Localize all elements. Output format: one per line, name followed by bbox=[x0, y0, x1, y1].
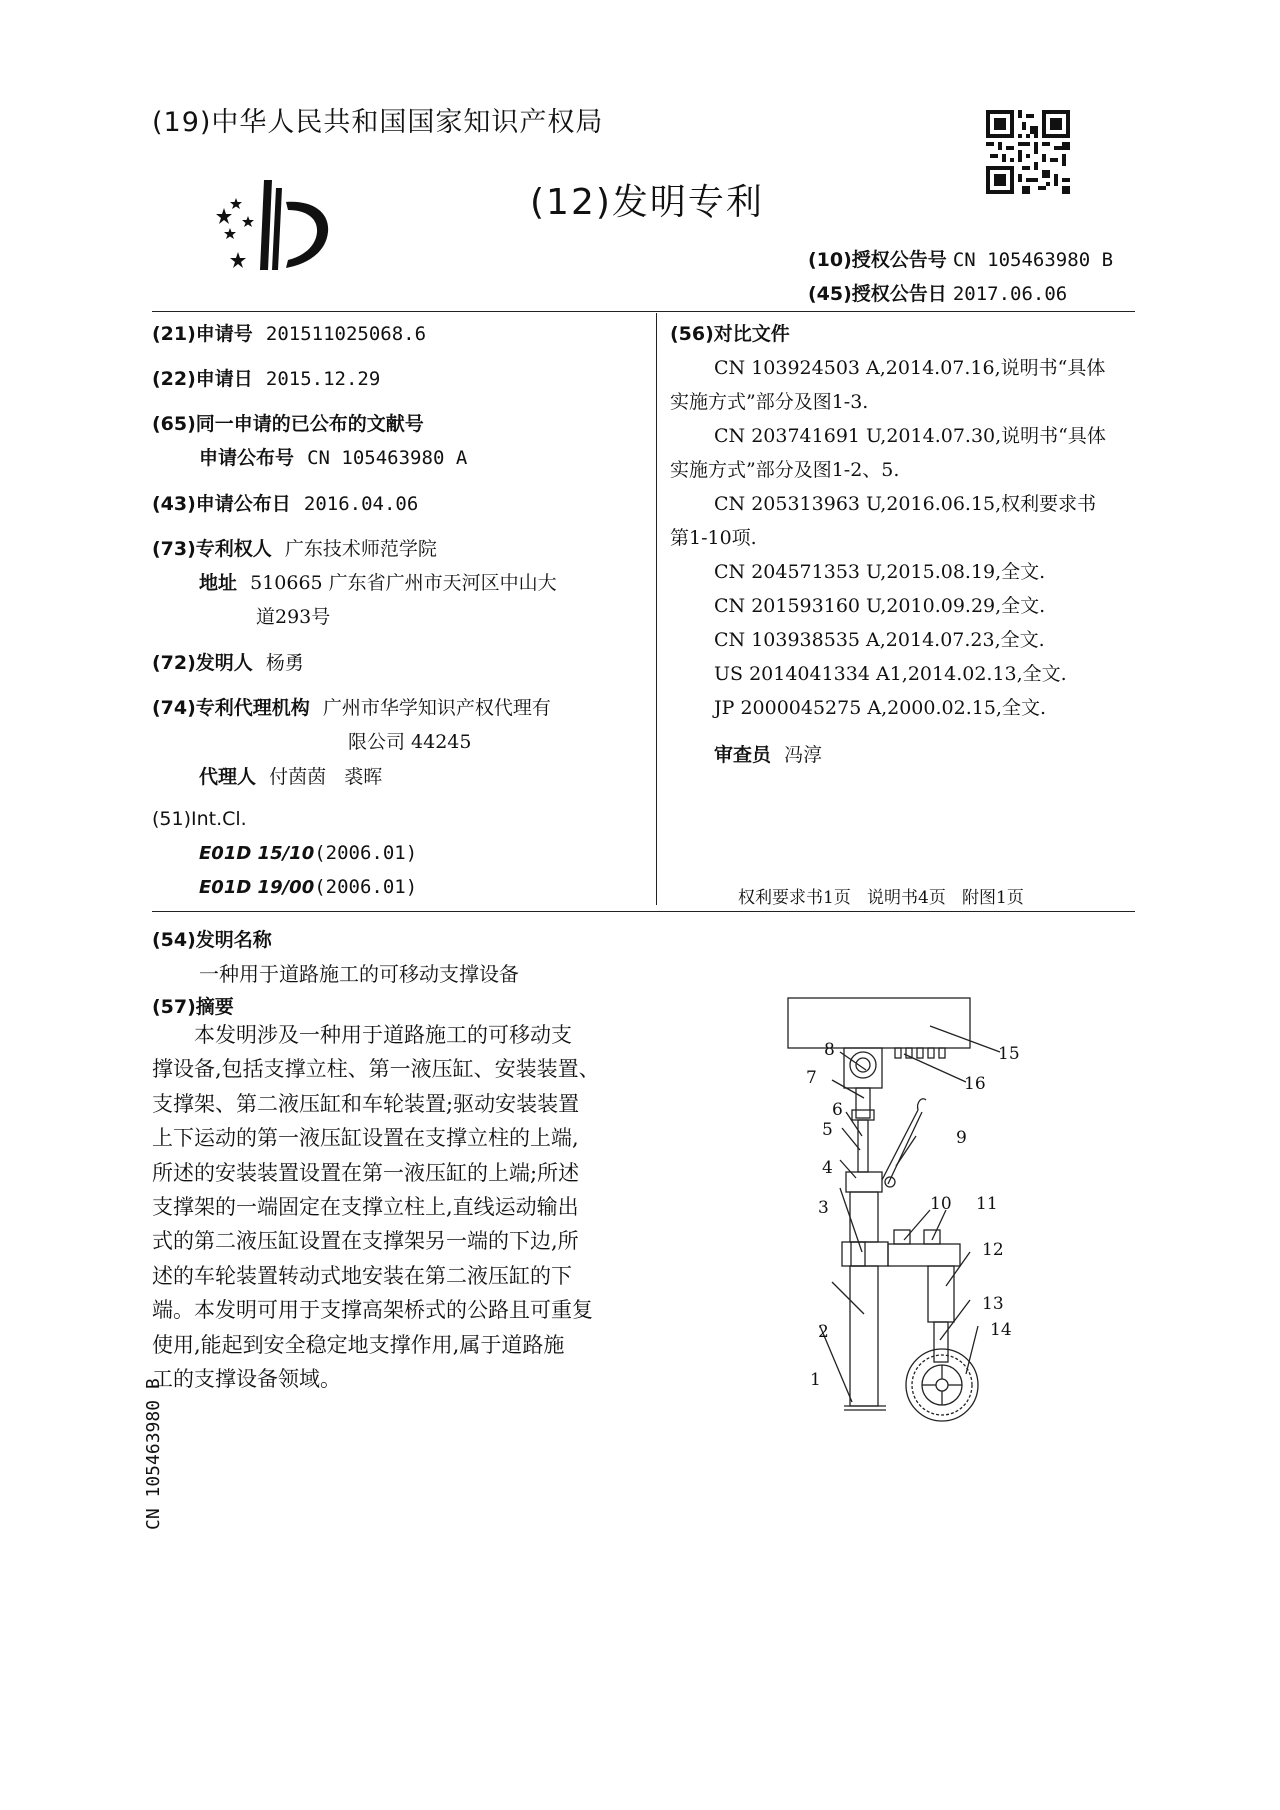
column-divider bbox=[656, 313, 657, 905]
reference-line: CN 204571353 U,2015.08.19,全文. bbox=[714, 561, 1046, 583]
figure-label: 1 bbox=[810, 1370, 821, 1390]
invention-title: 一种用于道路施工的可移动支撑设备 bbox=[199, 962, 519, 986]
reference-line: JP 2000045275 A,2000.02.15,全文. bbox=[714, 697, 1046, 719]
figure-label: 15 bbox=[998, 1044, 1020, 1064]
examiner: 冯淳 bbox=[784, 744, 823, 766]
reference-line: CN 201593160 U,2010.09.29,全文. bbox=[714, 595, 1046, 617]
figure-label: 13 bbox=[982, 1294, 1004, 1314]
reference-line: CN 205313963 U,2016.06.15,权利要求书 bbox=[714, 493, 1097, 515]
ipc-1-code: E01D 15/10 bbox=[199, 843, 315, 864]
reference-line: US 2014041334 A1,2014.02.13,全文. bbox=[714, 663, 1067, 685]
figure-label: 4 bbox=[822, 1158, 833, 1178]
app-date: 2015.12.29 bbox=[265, 368, 381, 390]
figure-label: 14 bbox=[990, 1320, 1012, 1340]
figure-label: 12 bbox=[982, 1240, 1004, 1260]
abstract-line: 使用,能起到安全稳定地支撑作用,属于道路施 bbox=[152, 1332, 565, 1357]
grant-date-label: (45)授权公告日 bbox=[808, 283, 947, 305]
abstract-line: 上下运动的第一液压缸设置在支撑立柱的上端, bbox=[152, 1126, 579, 1151]
title-label: (54)发明名称 bbox=[152, 929, 272, 951]
figure-label: 2 bbox=[818, 1322, 829, 1342]
agent-label: 代理人 bbox=[199, 766, 257, 788]
grant-date: 2017.06.06 bbox=[952, 283, 1068, 305]
abstract-line: 式的第二液压缸设置在支撑架另一端的下边,所 bbox=[152, 1229, 579, 1254]
address-line-2: 道293号 bbox=[256, 606, 331, 628]
pub-date: 2016.04.06 bbox=[303, 493, 419, 515]
qr-code bbox=[986, 110, 1070, 194]
address-line-1: 510665 广东省广州市天河区中山大 bbox=[250, 572, 557, 594]
abstract-line: 支撑架的一端固定在支撑立柱上,直线运动输出 bbox=[152, 1195, 579, 1220]
figure-label: 11 bbox=[976, 1194, 998, 1214]
pub-date-label: (43)申请公布日 bbox=[152, 493, 291, 515]
office-name: (19)中华人民共和国国家知识产权局 bbox=[152, 107, 604, 138]
spine-document-number: CN 105463980 B bbox=[143, 1378, 164, 1530]
reference-line: 实施方式”部分及图1-2、5. bbox=[670, 459, 900, 481]
abstract-line: 支撑架、第二液压缸和车轮装置;驱动安装装置 bbox=[152, 1091, 580, 1116]
agency-line-2: 限公司 44245 bbox=[348, 731, 472, 753]
abstract-line: 端。本发明可用于支撑高架桥式的公路且可重复 bbox=[152, 1298, 593, 1323]
owner-label: (73)专利权人 bbox=[152, 538, 272, 560]
publication-label: (65)同一申请的已公布的文献号 bbox=[152, 413, 424, 435]
grant-number-label: (10)授权公告号 bbox=[808, 249, 947, 271]
figure-label: 5 bbox=[822, 1120, 833, 1140]
inventor-label: (72)发明人 bbox=[152, 652, 253, 674]
ipc-2-version: (2006.01) bbox=[314, 876, 418, 898]
abstract-line: 述的车轮装置转动式地安装在第二液压缸的下 bbox=[152, 1263, 572, 1288]
app-date-label: (22)申请日 bbox=[152, 368, 253, 390]
page-counts: 权利要求书1页 说明书4页 附图1页 bbox=[738, 888, 1024, 908]
section-rule bbox=[152, 911, 1135, 912]
app-no: 201511025068.6 bbox=[265, 323, 427, 345]
reference-line: CN 103938535 A,2014.07.23,全文. bbox=[714, 629, 1045, 651]
figure-label: 9 bbox=[956, 1128, 967, 1148]
agency-line-1: 广州市华学知识产权代理有 bbox=[322, 697, 551, 719]
document-type: (12)发明专利 bbox=[530, 182, 764, 223]
figure-label: 8 bbox=[824, 1040, 835, 1060]
abstract-line: 工的支撑设备领域。 bbox=[152, 1367, 341, 1392]
figure-label: 7 bbox=[806, 1068, 817, 1088]
inventor: 杨勇 bbox=[265, 652, 304, 674]
abstract-body bbox=[152, 1018, 622, 1396]
address-label: 地址 bbox=[199, 572, 238, 594]
reference-line: CN 203741691 U,2014.07.30,说明书“具体 bbox=[714, 425, 1106, 447]
ipc-label: (51)Int.Cl. bbox=[152, 808, 247, 830]
agency-label: (74)专利代理机构 bbox=[152, 697, 310, 719]
ipc-1-version: (2006.01) bbox=[314, 842, 418, 864]
ipc-2-code: E01D 19/00 bbox=[199, 877, 315, 898]
abstract-label: (57)摘要 bbox=[152, 996, 234, 1018]
pub-no-label: 申请公布号 bbox=[199, 447, 295, 469]
figure-label: 16 bbox=[964, 1074, 986, 1094]
references-label: (56)对比文件 bbox=[670, 323, 790, 345]
header-rule bbox=[152, 311, 1135, 312]
reference-line: 实施方式”部分及图1-3. bbox=[670, 391, 869, 413]
owner: 广东技术师范学院 bbox=[284, 538, 437, 560]
abstract-line: 所述的安装装置设置在第一液压缸的上端;所述 bbox=[152, 1160, 580, 1185]
agents: 付茵茵 裘晖 bbox=[269, 766, 383, 788]
reference-line: CN 103924503 A,2014.07.16,说明书“具体 bbox=[714, 357, 1106, 379]
figure-label: 6 bbox=[832, 1100, 843, 1120]
figure-label: 10 bbox=[930, 1194, 952, 1214]
examiner-label: 审查员 bbox=[714, 744, 772, 766]
abstract-line: 本发明涉及一种用于道路施工的可移动支 bbox=[194, 1023, 572, 1047]
pub-no: CN 105463980 A bbox=[307, 447, 468, 469]
grant-number: CN 105463980 B bbox=[952, 249, 1114, 271]
app-no-label: (21)申请号 bbox=[152, 323, 253, 345]
reference-line: 第1-10项. bbox=[670, 527, 757, 549]
cnipa-emblem-icon bbox=[212, 172, 334, 277]
abstract-line: 撑设备,包括支撑立柱、第一液压缸、安装装置、 bbox=[152, 1057, 600, 1082]
figure-label: 3 bbox=[818, 1198, 829, 1218]
